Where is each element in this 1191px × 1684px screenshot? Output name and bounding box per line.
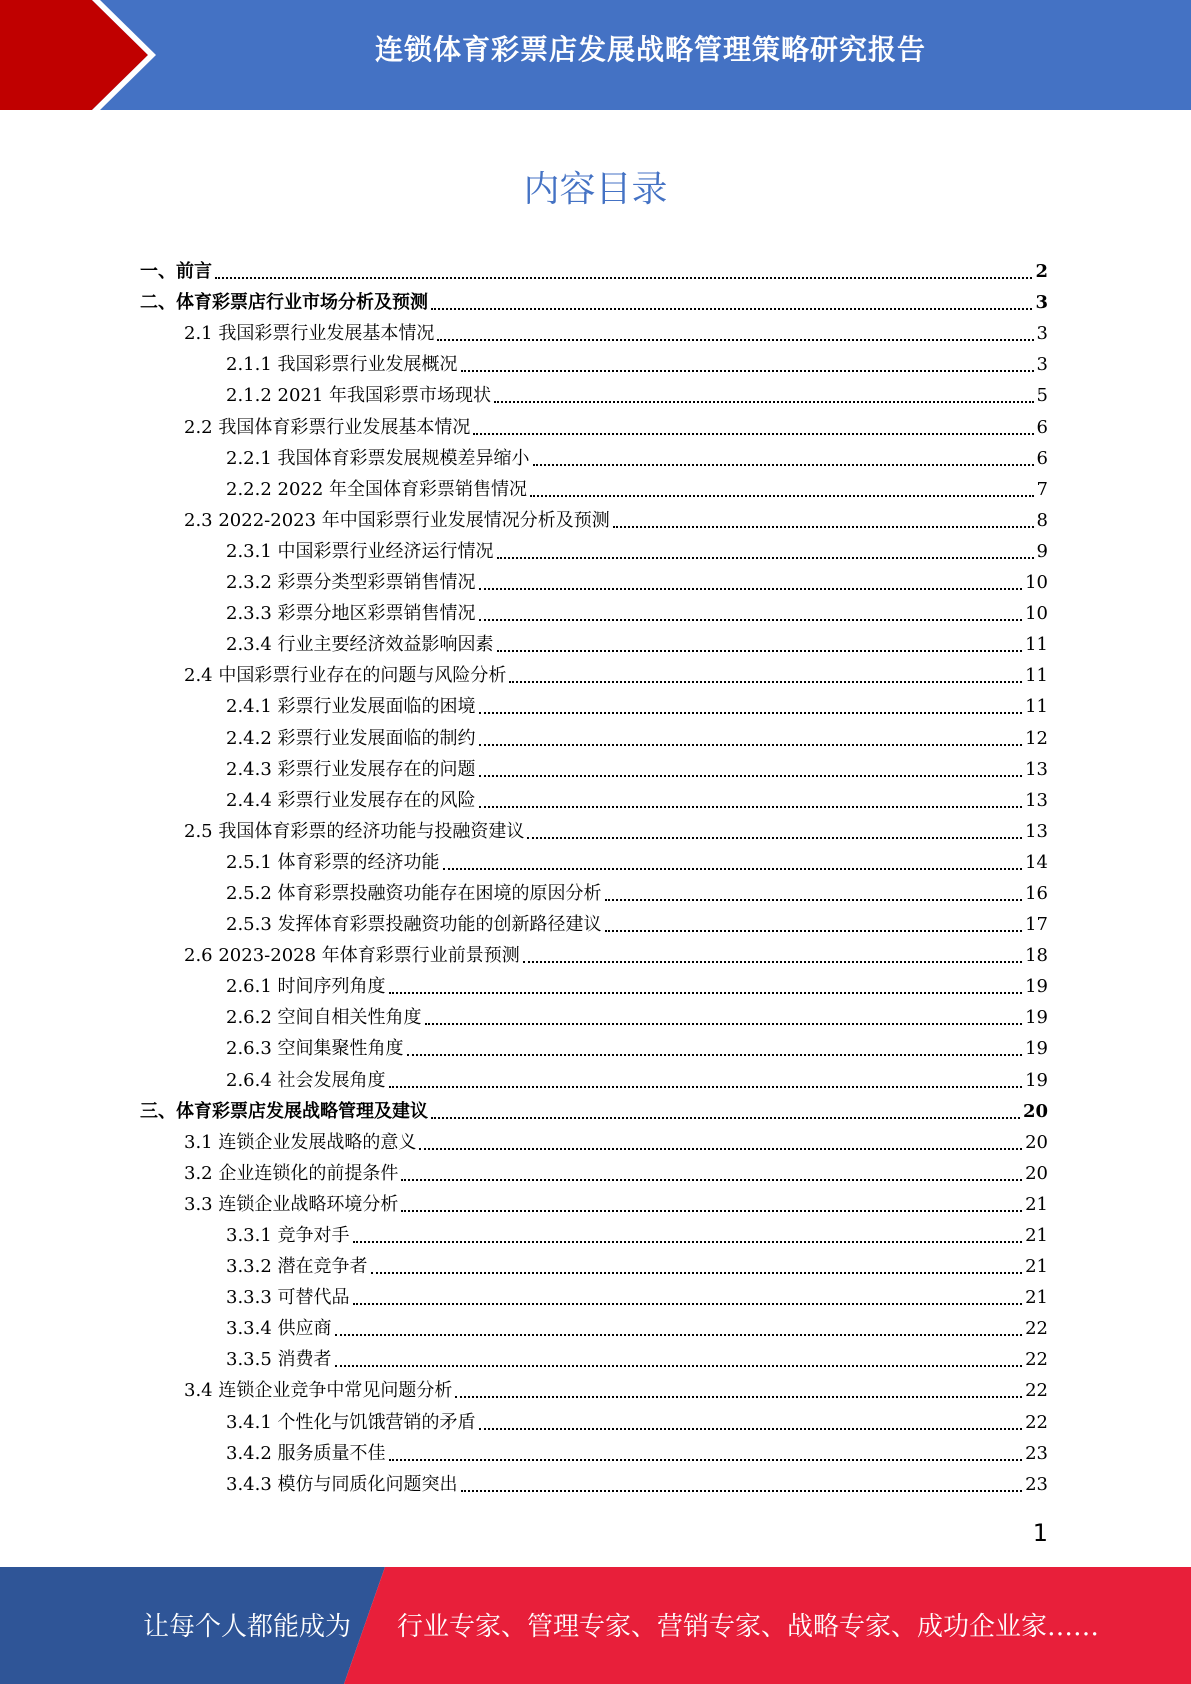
toc-entry-title: 2.1.1 我国彩票行业发展概况: [226, 354, 458, 376]
toc-entry-title: 2.6.1 时间序列角度: [226, 976, 386, 998]
toc-entry[interactable]: [140, 1310, 1048, 1341]
toc-entry-title: 2.6.4 社会发展角度: [226, 1069, 386, 1091]
toc-dot-leader: [613, 526, 1034, 528]
toc-entry[interactable]: [140, 471, 1048, 502]
toc-entry[interactable]: [140, 1435, 1048, 1466]
toc-entry[interactable]: [140, 657, 1048, 688]
toc-entry[interactable]: [140, 284, 1048, 315]
toc-entry[interactable]: [140, 1030, 1048, 1061]
toc-dot-leader: [494, 401, 1033, 403]
toc-dot-leader: [419, 1148, 1022, 1150]
toc-dot-leader: [389, 1086, 1023, 1088]
toc-entry[interactable]: [140, 999, 1048, 1030]
toc-entry-page: 3: [1036, 354, 1048, 376]
toc-entry[interactable]: [140, 408, 1048, 439]
toc-entry-title: 2.5.2 体育彩票投融资功能存在困境的原因分析: [226, 882, 602, 904]
toc-entry-page: 13: [1025, 758, 1048, 780]
toc-entry-title: 2.4.4 彩票行业发展存在的风险: [226, 789, 476, 811]
report-title: 连锁体育彩票店发展战略管理策略研究报告: [374, 33, 926, 66]
toc-entry-page: 3: [1035, 292, 1048, 314]
toc-entry[interactable]: [140, 719, 1048, 750]
toc-entry-title: 3.3.3 可替代品: [226, 1287, 350, 1309]
toc-dot-leader: [425, 1023, 1023, 1025]
toc-entry-page: 20: [1025, 1162, 1048, 1184]
toc-entry[interactable]: [140, 813, 1048, 844]
toc-entry[interactable]: [140, 1372, 1048, 1403]
toc-entry-page: 19: [1025, 976, 1048, 998]
toc-entry-page: 19: [1025, 1038, 1048, 1060]
toc-dot-leader: [479, 588, 1023, 590]
toc-entry-title: 3.4.2 服务质量不佳: [226, 1442, 386, 1464]
toc-entry-page: 22: [1025, 1349, 1048, 1371]
toc-dot-leader: [431, 308, 1032, 310]
toc-dot-leader: [389, 992, 1023, 994]
toc-entry-title: 2.2.1 我国体育彩票发展规模差异缩小: [226, 447, 530, 469]
toc-entry-page: 7: [1036, 478, 1048, 500]
page-number: 1: [1032, 1519, 1048, 1547]
toc-entry-page: 22: [1025, 1380, 1048, 1402]
toc-dot-leader: [479, 1428, 1023, 1430]
toc-entry-page: 18: [1025, 945, 1048, 967]
toc-entry-page: 10: [1025, 603, 1048, 625]
toc-dot-leader: [509, 681, 1022, 683]
toc-entry-page: 19: [1025, 1007, 1048, 1029]
toc-dot-leader: [605, 899, 1023, 901]
toc-entry-title: 2.4.2 彩票行业发展面临的制约: [226, 727, 476, 749]
toc-entry-page: 12: [1025, 727, 1048, 749]
toc-entry-page: 5: [1036, 385, 1048, 407]
toc-entry-page: 23: [1025, 1442, 1048, 1464]
toc-dot-leader: [523, 961, 1022, 963]
toc-entry[interactable]: [140, 1403, 1048, 1434]
toc-entry-page: 20: [1025, 1131, 1048, 1153]
toc-entry-page: 23: [1025, 1473, 1048, 1495]
toc-entry-page: 11: [1025, 634, 1048, 656]
toc-dot-leader: [530, 495, 1033, 497]
toc-dot-leader: [431, 1117, 1020, 1119]
toc-entry[interactable]: [140, 564, 1048, 595]
toc-entry-page: 21: [1025, 1193, 1048, 1215]
toc-entry-title: 2.4.3 彩票行业发展存在的问题: [226, 758, 476, 780]
toc-entry-title: 3.4.3 模仿与同质化问题突出: [226, 1473, 458, 1495]
toc-entry-page: 17: [1025, 914, 1048, 936]
toc-entry[interactable]: [140, 844, 1048, 875]
toc-entry-title: 2.3.2 彩票分类型彩票销售情况: [226, 572, 476, 594]
toc-entry-page: 21: [1025, 1256, 1048, 1278]
toc-dot-leader: [353, 1241, 1023, 1243]
toc-entry-title: 2.3 2022-2023 年中国彩票行业发展情况分析及预测: [184, 509, 610, 531]
toc-entry-page: 22: [1025, 1411, 1048, 1433]
toc-dot-leader: [479, 744, 1023, 746]
toc-entry-title: 2.5.1 体育彩票的经济功能: [226, 851, 440, 873]
toc-entry-page: 19: [1025, 1069, 1048, 1091]
toc-entry-title: 2.6.3 空间集聚性角度: [226, 1038, 404, 1060]
toc-entry[interactable]: [140, 1061, 1048, 1092]
toc-entry-title: 2.4.1 彩票行业发展面临的困境: [226, 696, 476, 718]
footer-slogan-left: 让每个人都能成为: [143, 1612, 352, 1642]
toc-entry[interactable]: [140, 968, 1048, 999]
toc-entry[interactable]: [140, 782, 1048, 813]
toc-entry-page: 20: [1022, 1100, 1048, 1122]
toc-entry[interactable]: [140, 502, 1048, 533]
toc-entry[interactable]: [140, 1466, 1048, 1497]
toc-entry[interactable]: [140, 1217, 1048, 1248]
toc-dot-leader: [479, 775, 1023, 777]
toc-entry-title: 2.6.2 空间自相关性角度: [226, 1007, 422, 1029]
toc-entry-title: 3.2 企业连锁化的前提条件: [184, 1162, 399, 1184]
toc-entry[interactable]: [140, 377, 1048, 408]
toc-dot-leader: [443, 868, 1023, 870]
toc-dot-leader: [533, 464, 1034, 466]
toc-entry[interactable]: [140, 1124, 1048, 1155]
toc-entry-page: 3: [1036, 323, 1048, 345]
toc-entry-title: 3.3.1 竞争对手: [226, 1225, 350, 1246]
toc-dot-leader: [389, 1459, 1023, 1461]
header-banner: [0, 0, 1191, 110]
toc-dot-leader: [479, 619, 1023, 621]
toc-entry-title: 二、体育彩票店行业市场分析及预测: [140, 292, 428, 314]
toc-entry-title: 2.5 我国体育彩票的经济功能与投融资建议: [184, 820, 525, 842]
toc-entry-title: 一、前言: [140, 261, 212, 283]
toc-dot-leader: [605, 930, 1023, 932]
toc-dot-leader: [479, 712, 1023, 714]
toc-entry-page: 10: [1025, 572, 1048, 594]
toc-entry-page: 6: [1036, 416, 1048, 438]
toc-entry-title: 2.2.2 2022 年全国体育彩票销售情况: [226, 478, 528, 500]
toc-entry-title: 2.2 我国体育彩票行业发展基本情况: [184, 416, 471, 438]
toc-entry-page: 21: [1025, 1225, 1048, 1246]
header-red-chevron: [0, 0, 148, 110]
toc-dot-leader: [497, 557, 1034, 559]
toc-entry-page: 11: [1025, 665, 1048, 687]
toc-entry[interactable]: [140, 595, 1048, 626]
table-of-contents: [140, 253, 1048, 1497]
toc-entry-page: 6: [1036, 447, 1048, 469]
toc-dot-leader: [401, 1210, 1022, 1212]
toc-entry-page: 9: [1036, 540, 1048, 562]
toc-entry-page: 2: [1035, 261, 1048, 283]
toc-dot-leader: [527, 837, 1022, 839]
toc-dot-leader: [401, 1179, 1022, 1181]
toc-dot-leader: [407, 1054, 1023, 1056]
toc-entry-page: 22: [1025, 1318, 1048, 1340]
toc-entry[interactable]: [140, 1155, 1048, 1186]
toc-entry[interactable]: [140, 1093, 1048, 1124]
toc-entry[interactable]: [140, 315, 1048, 346]
toc-entry-title: 3.3 连锁企业战略环境分析: [184, 1193, 399, 1215]
toc-entry-page: 11: [1025, 696, 1048, 718]
footer-banner: [0, 1567, 1191, 1684]
toc-entry-page: 13: [1025, 820, 1048, 842]
toc-entry[interactable]: [140, 253, 1048, 284]
toc-entry-title: 3.1 连锁企业发展战略的意义: [184, 1131, 417, 1153]
toc-entry[interactable]: [140, 440, 1048, 471]
toc-entry-page: 8: [1036, 509, 1048, 531]
toc-entry-title: 2.3.1 中国彩票行业经济运行情况: [226, 540, 494, 562]
toc-entry[interactable]: [140, 1186, 1048, 1217]
toc-dot-leader: [479, 806, 1023, 808]
toc-dot-leader: [215, 277, 1032, 279]
toc-entry-title: 3.4.1 个性化与饥饿营销的矛盾: [226, 1411, 476, 1433]
toc-entry-page: 13: [1025, 789, 1048, 811]
toc-dot-leader: [437, 339, 1033, 341]
toc-entry-page: 16: [1025, 882, 1048, 904]
toc-entry-title: 三、体育彩票店发展战略管理及建议: [140, 1100, 428, 1122]
toc-entry[interactable]: [140, 1341, 1048, 1372]
toc-entry-title: 3.3.2 潜在竞争者: [226, 1256, 368, 1278]
toc-entry[interactable]: [140, 533, 1048, 564]
toc-dot-leader: [473, 433, 1033, 435]
toc-entry[interactable]: [140, 626, 1048, 657]
toc-entry[interactable]: [140, 346, 1048, 377]
toc-entry-title: 2.3.3 彩票分地区彩票销售情况: [226, 603, 476, 625]
toc-entry-title: 3.3.4 供应商: [226, 1318, 332, 1340]
toc-dot-leader: [371, 1272, 1023, 1274]
toc-dot-leader: [353, 1303, 1023, 1305]
toc-entry-title: 2.4 中国彩票行业存在的问题与风险分析: [184, 665, 507, 687]
toc-dot-leader: [335, 1365, 1023, 1367]
toc-entry[interactable]: [140, 688, 1048, 719]
toc-entry-page: 14: [1025, 851, 1048, 873]
toc-entry-title: 3.4 连锁企业竞争中常见问题分析: [184, 1380, 453, 1402]
toc-heading: 内容目录: [523, 169, 668, 210]
toc-entry[interactable]: [140, 875, 1048, 906]
toc-dot-leader: [461, 1490, 1023, 1492]
toc-entry-title: 2.5.3 发挥体育彩票投融资功能的创新路径建议: [226, 914, 602, 936]
toc-entry-title: 2.1 我国彩票行业发展基本情况: [184, 323, 435, 345]
toc-dot-leader: [461, 370, 1034, 372]
toc-entry-title: 2.3.4 行业主要经济效益影响因素: [226, 634, 494, 656]
toc-entry[interactable]: [140, 1248, 1048, 1279]
footer-slogan-right: 行业专家、管理专家、营销专家、战略专家、成功企业家……: [397, 1612, 1100, 1642]
toc-dot-leader: [335, 1334, 1023, 1336]
toc-entry[interactable]: [140, 937, 1048, 968]
toc-entry-page: 21: [1025, 1287, 1048, 1309]
toc-entry[interactable]: [140, 1279, 1048, 1310]
toc-dot-leader: [455, 1396, 1022, 1398]
toc-entry[interactable]: [140, 751, 1048, 782]
toc-entry[interactable]: [140, 906, 1048, 937]
toc-entry-title: 2.1.2 2021 年我国彩票市场现状: [226, 385, 492, 407]
header-arrow-decoration: [0, 0, 160, 110]
toc-entry-title: 2.6 2023-2028 年体育彩票行业前景预测: [184, 945, 520, 967]
toc-entry-title: 3.3.5 消费者: [226, 1349, 332, 1371]
toc-dot-leader: [497, 650, 1023, 652]
